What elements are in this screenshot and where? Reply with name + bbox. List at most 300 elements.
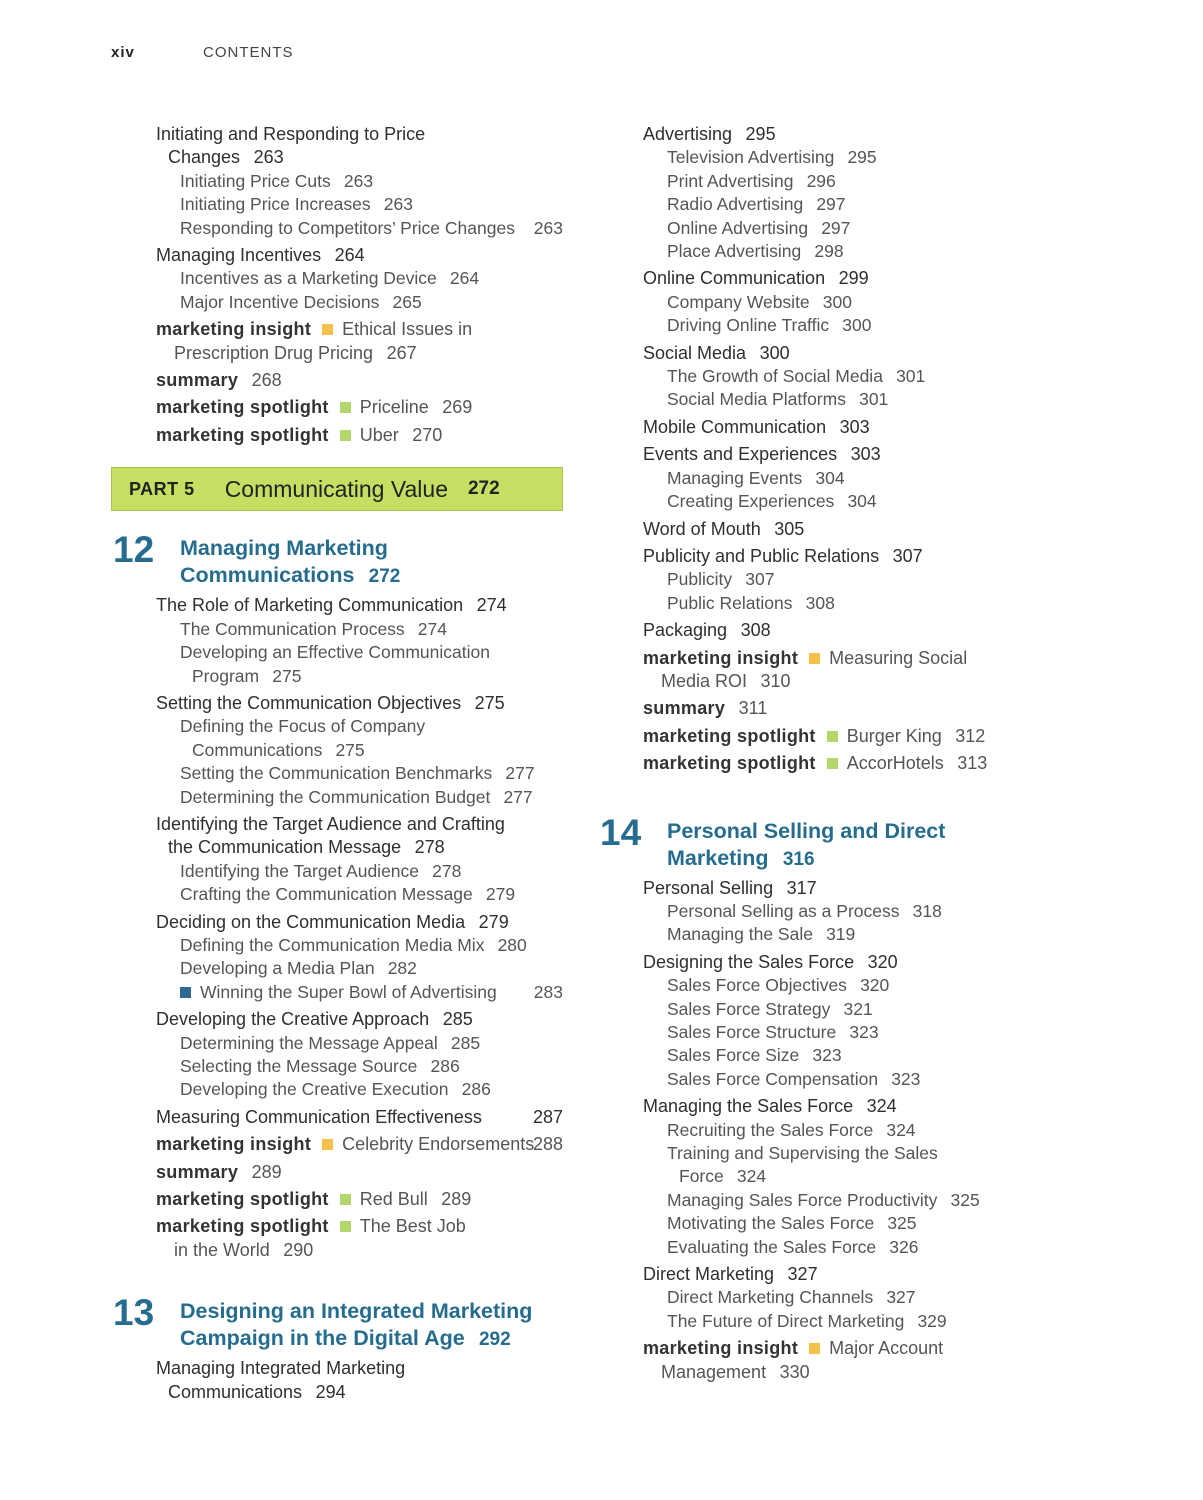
toc-subheading xyxy=(111,1032,563,1055)
entry-title: Managing Sales Force Productivity xyxy=(667,1189,938,1210)
page-number: 304 xyxy=(815,467,845,488)
entry-text xyxy=(156,912,509,932)
entry-title: Deciding on the Communication Media xyxy=(156,911,466,932)
page-number: 269 xyxy=(442,397,473,418)
entry-text xyxy=(829,1338,943,1358)
page-number: 264 xyxy=(449,268,480,289)
entry-text xyxy=(156,1107,482,1127)
entry-title: Measuring Communication Effectiveness xyxy=(156,1106,482,1127)
square-bullet-icon xyxy=(340,1194,351,1205)
entry-text xyxy=(180,171,373,191)
toc-subheading xyxy=(111,217,563,240)
entry-text xyxy=(180,268,479,288)
feature-label: summary xyxy=(156,1161,239,1182)
entry-title: Publicity xyxy=(667,569,733,590)
entry-title: Designing the Sales Force xyxy=(643,951,855,972)
entry-title: Training and Supervising the Sales xyxy=(667,1143,938,1164)
chapter-title-text: Communications xyxy=(180,563,355,588)
feature-label: marketing spotlight xyxy=(156,397,329,418)
entry-text xyxy=(643,268,869,288)
entry-title: The Future of Direct Marketing xyxy=(667,1310,905,1331)
page-number: 277 xyxy=(505,763,535,784)
toc-heading xyxy=(111,836,563,859)
entry-text xyxy=(667,315,871,335)
entry-text xyxy=(667,593,835,613)
page-number: 297 xyxy=(821,217,851,238)
entry-text xyxy=(667,569,775,589)
entry-text xyxy=(342,319,472,339)
entry-continuation xyxy=(643,671,791,691)
toc-subheading xyxy=(111,739,563,762)
entry-title: Winning the Super Bowl of Advertising xyxy=(200,981,497,1002)
page-number: 285 xyxy=(442,1009,473,1030)
feature-label: marketing insight xyxy=(643,1338,799,1359)
entry-text xyxy=(643,878,817,898)
page-number: 305 xyxy=(774,518,805,539)
toc-subheading xyxy=(598,1142,1018,1165)
chapter-title-last xyxy=(667,845,1018,873)
toc-heading xyxy=(111,123,563,146)
entry-text xyxy=(180,958,417,978)
entry-text xyxy=(180,1056,460,1076)
chapter-number: 14 xyxy=(600,811,642,853)
toc-subheading xyxy=(598,365,1018,388)
toc-heading xyxy=(598,342,1018,365)
entry-title: Burger King xyxy=(846,725,942,746)
toc-subheading xyxy=(111,1055,563,1078)
page-number: 308 xyxy=(805,592,835,613)
feature-entry xyxy=(111,1239,563,1262)
toc-subheading xyxy=(111,981,563,1004)
toc-subheading xyxy=(598,568,1018,591)
square-bullet-icon xyxy=(827,758,838,769)
entry-title: Online Advertising xyxy=(667,217,809,238)
page-number: 274 xyxy=(476,595,507,616)
page-folio: xiv xyxy=(111,44,135,61)
toc-subheading xyxy=(598,314,1018,337)
toc-subheading xyxy=(598,146,1018,169)
page-number: 288 xyxy=(532,1134,563,1155)
entry-text xyxy=(180,194,413,214)
page-number: 263 xyxy=(253,147,284,168)
entry-title: Sales Force Compensation xyxy=(667,1068,879,1089)
chapter-page: 292 xyxy=(478,1329,511,1351)
entry-title: Public Relations xyxy=(667,592,793,613)
toc-heading xyxy=(111,1357,563,1380)
toc-subheading xyxy=(598,490,1018,513)
chapter-12-entries xyxy=(111,594,563,1262)
toc-heading xyxy=(598,123,1018,146)
entry-title: Personal Selling as a Process xyxy=(667,900,900,921)
entry-text xyxy=(156,1009,473,1029)
toc-subheading xyxy=(598,1119,1018,1142)
toc-subheading xyxy=(598,923,1018,946)
feature-entry xyxy=(111,1188,563,1211)
page-number: 313 xyxy=(957,753,988,774)
entry-text xyxy=(643,444,881,464)
entry-title: Initiating Price Cuts xyxy=(180,170,331,191)
entry-text xyxy=(238,370,282,390)
entry-title: Creating Experiences xyxy=(667,491,835,512)
entry-text xyxy=(643,519,804,539)
square-bullet-icon xyxy=(340,1221,351,1232)
entry-title: Major Account xyxy=(829,1338,944,1359)
left-pre-entries xyxy=(111,123,563,447)
part-label: PART 5 xyxy=(129,478,195,499)
page-number: 279 xyxy=(485,884,516,905)
entry-text xyxy=(667,975,889,995)
toc-subheading xyxy=(598,1044,1018,1067)
entry-title: Online Communication xyxy=(643,268,826,289)
toc-subheading xyxy=(598,1236,1018,1259)
entry-text xyxy=(667,194,846,214)
entry-title: Initiating Price Increases xyxy=(180,194,371,215)
entry-text xyxy=(180,292,422,312)
toc-subheading xyxy=(598,974,1018,997)
entry-continuation xyxy=(643,1362,810,1382)
entry-text xyxy=(725,698,767,718)
entry-text xyxy=(180,619,447,639)
page-number: 289 xyxy=(251,1161,282,1182)
page-number: 294 xyxy=(315,1381,346,1402)
entry-title: Media ROI xyxy=(661,670,748,691)
page-number: 298 xyxy=(814,241,844,262)
entry-title: The Best Job xyxy=(359,1216,466,1237)
page-number: 330 xyxy=(779,1361,810,1382)
entry-text xyxy=(667,1022,879,1042)
entry-text xyxy=(667,1069,920,1089)
entry-title: Determining the Communication Budget xyxy=(180,786,491,807)
feature-label: marketing spotlight xyxy=(643,725,816,746)
entry-continuation xyxy=(667,1166,766,1186)
entry-text xyxy=(156,595,507,615)
entry-text xyxy=(667,924,855,944)
toc-heading xyxy=(111,244,563,267)
page-number: 321 xyxy=(843,998,873,1019)
toc-subheading xyxy=(598,1286,1018,1309)
page-number: 311 xyxy=(738,698,768,719)
page-number: 263 xyxy=(383,194,413,215)
page-number: 307 xyxy=(745,569,775,590)
entry-title: Management xyxy=(661,1361,767,1382)
entry-continuation xyxy=(180,666,301,686)
feature-label: marketing insight xyxy=(643,647,799,668)
entry-title: Prescription Drug Pricing xyxy=(174,342,374,363)
page-number: 275 xyxy=(272,665,302,686)
toc-subheading xyxy=(598,1189,1018,1212)
toc-subheading xyxy=(598,467,1018,490)
toc-subheading xyxy=(598,1021,1018,1044)
entry-text xyxy=(238,1162,282,1182)
entry-title: Sales Force Structure xyxy=(667,1022,837,1042)
toc-subheading xyxy=(598,170,1018,193)
chapter-page: 272 xyxy=(368,566,401,588)
entry-title: Evaluating the Sales Force xyxy=(667,1236,877,1257)
chapter-title-line: Personal Selling and Direct xyxy=(667,818,946,843)
page-number: 268 xyxy=(251,370,282,391)
toc-heading xyxy=(111,813,563,836)
entry-text xyxy=(200,982,497,1002)
entry-title: Direct Marketing Channels xyxy=(667,1287,874,1308)
entry-text xyxy=(667,901,942,921)
toc-heading xyxy=(111,1381,563,1404)
entry-title: Print Advertising xyxy=(667,170,794,191)
feature-label: summary xyxy=(643,698,726,719)
entry-title: Initiating and Responding to Price xyxy=(156,124,426,144)
toc-heading xyxy=(598,267,1018,290)
entry-text xyxy=(643,343,790,363)
toc-subheading xyxy=(111,883,563,906)
entry-title: Sales Force Objectives xyxy=(667,975,847,996)
toc-heading xyxy=(598,416,1018,439)
page-number: 275 xyxy=(335,739,365,760)
toc-subheading xyxy=(111,665,563,688)
running-head xyxy=(111,44,294,61)
square-bullet-icon xyxy=(340,402,351,413)
page-number: 318 xyxy=(912,900,942,921)
toc-subheading xyxy=(111,267,563,290)
square-bullet-icon xyxy=(809,653,820,664)
toc-subheading xyxy=(598,388,1018,411)
toc-subheading xyxy=(111,762,563,785)
entry-title: Selecting the Message Source xyxy=(180,1056,418,1076)
entry-title: Word of Mouth xyxy=(643,518,761,539)
feature-entry xyxy=(598,647,1018,670)
entry-title: Social Media Platforms xyxy=(667,389,846,410)
feature-label: marketing insight xyxy=(156,1134,312,1155)
chapter-page: 316 xyxy=(782,848,815,870)
entry-text xyxy=(667,491,877,511)
feature-entry xyxy=(111,1161,563,1184)
section-title: CONTENTS xyxy=(203,44,294,61)
chapter-number: 12 xyxy=(113,529,155,571)
entry-text xyxy=(643,417,870,437)
page-number: 324 xyxy=(866,1096,897,1117)
part-title: Communicating Value xyxy=(224,475,448,502)
feature-entry xyxy=(111,424,563,447)
entry-title: AccorHotels xyxy=(846,753,944,774)
page-number: 296 xyxy=(806,170,836,191)
entry-text xyxy=(667,366,925,386)
entry-text xyxy=(643,546,923,566)
right-pre-entries xyxy=(598,123,1018,776)
toc-subheading xyxy=(111,193,563,216)
entry-text xyxy=(180,1079,491,1099)
toc-subheading xyxy=(111,1078,563,1101)
toc-heading xyxy=(111,911,563,934)
feature-label: marketing spotlight xyxy=(156,1189,329,1210)
page-number: 319 xyxy=(826,924,856,945)
page-number: 286 xyxy=(461,1079,491,1100)
feature-entry xyxy=(598,752,1018,775)
entry-text xyxy=(180,1033,480,1053)
entry-title: Setting the Communication Benchmarks xyxy=(180,763,493,784)
chapter-title-line: Designing an Integrated Marketing xyxy=(180,1299,533,1324)
entry-text xyxy=(667,1213,917,1233)
feature-entry xyxy=(111,1215,563,1238)
entry-text xyxy=(156,814,505,834)
feature-label: marketing spotlight xyxy=(643,753,816,774)
toc-heading xyxy=(111,1106,563,1129)
part-page: 272 xyxy=(467,478,500,500)
square-bullet-icon xyxy=(809,1343,820,1354)
page-number: 267 xyxy=(386,342,417,363)
entry-title: Managing Incentives xyxy=(156,245,322,266)
chapter-heading xyxy=(111,1292,563,1353)
entry-title: Measuring Social xyxy=(829,647,968,668)
toc-subheading xyxy=(111,957,563,980)
right-column xyxy=(598,119,1018,1384)
entry-title: Celebrity Endorsements xyxy=(342,1134,535,1155)
page-number: 307 xyxy=(892,545,923,566)
entry-title: Identifying the Target Audience xyxy=(180,860,420,881)
entry-title: The Growth of Social Media xyxy=(667,366,883,387)
entry-title: Defining the Communication Media Mix xyxy=(180,934,485,955)
chapter-13-entries xyxy=(111,1357,563,1404)
entry-title: Developing the Creative Execution xyxy=(180,1079,449,1100)
page-number: 285 xyxy=(450,1032,481,1053)
square-bullet-icon xyxy=(340,430,351,441)
page-number: 329 xyxy=(917,1310,947,1331)
entry-title: Publicity and Public Relations xyxy=(643,545,880,566)
entry-continuation xyxy=(156,837,445,857)
entry-title: Communications xyxy=(192,739,323,760)
entry-title: Responding to Competitors’ Price Changes xyxy=(180,217,515,238)
toc-heading xyxy=(598,877,1018,900)
entry-text xyxy=(667,147,877,167)
page-number: 324 xyxy=(886,1119,916,1140)
square-bullet-icon xyxy=(322,1139,333,1150)
square-bullet-icon xyxy=(322,324,333,335)
entry-text xyxy=(643,952,898,972)
chapter-14-entries xyxy=(598,877,1018,1385)
entry-title: Identifying the Target Audience and Crafting xyxy=(156,813,505,834)
entry-text xyxy=(643,620,771,640)
entry-title: Managing Events xyxy=(667,467,803,488)
toc-heading xyxy=(598,951,1018,974)
entry-text xyxy=(156,245,365,265)
entry-text xyxy=(667,1190,980,1210)
feature-entry xyxy=(111,369,563,392)
page-number: 263 xyxy=(343,170,374,191)
entry-text xyxy=(667,1311,947,1331)
page-number: 325 xyxy=(887,1213,917,1234)
feature-entry xyxy=(598,670,1018,693)
entry-title: Communications xyxy=(168,1381,303,1402)
feature-entry xyxy=(598,1337,1018,1360)
toc-heading xyxy=(111,1008,563,1031)
entry-title: Developing the Creative Approach xyxy=(156,1009,430,1030)
toc-heading xyxy=(598,545,1018,568)
toc-subheading xyxy=(111,715,563,738)
page-number: 317 xyxy=(786,877,817,898)
feature-entry xyxy=(598,697,1018,720)
entry-title: Changes xyxy=(168,147,241,168)
toc-subheading xyxy=(598,217,1018,240)
feature-entry xyxy=(111,342,563,365)
page-number: 264 xyxy=(334,245,365,266)
entry-title: Force xyxy=(679,1166,724,1187)
page-number: 280 xyxy=(497,934,527,955)
chapter-heading xyxy=(598,811,1018,873)
entry-title: Incentives as a Marketing Device xyxy=(180,268,437,289)
page-number: 326 xyxy=(889,1236,919,1257)
entry-title: the Communication Message xyxy=(168,837,402,858)
feature-entry xyxy=(111,396,563,419)
entry-title: Defining the Focus of Company xyxy=(180,716,426,737)
entry-text xyxy=(342,1134,534,1154)
entry-title: Motivating the Sales Force xyxy=(667,1213,875,1234)
page-number: 323 xyxy=(812,1045,842,1066)
page-number: 295 xyxy=(745,124,776,144)
entry-title: Managing the Sale xyxy=(667,924,813,945)
entry-text xyxy=(643,124,776,144)
toc-heading xyxy=(598,443,1018,466)
entry-title: Ethical Issues in xyxy=(342,319,473,340)
toc-heading xyxy=(598,1095,1018,1118)
page-number: 324 xyxy=(736,1166,767,1187)
toc-subheading xyxy=(598,1212,1018,1235)
entry-text xyxy=(667,1237,918,1257)
entry-text xyxy=(667,1143,938,1163)
entry-text xyxy=(156,1358,405,1378)
page-number: 303 xyxy=(839,416,870,437)
entry-continuation xyxy=(156,147,284,167)
toc-heading xyxy=(111,594,563,617)
toc-subheading xyxy=(598,592,1018,615)
page-number: 290 xyxy=(283,1239,314,1260)
toc-heading xyxy=(111,692,563,715)
page-number: 312 xyxy=(955,725,986,746)
toc-subheading xyxy=(598,291,1018,314)
entry-text xyxy=(667,1120,916,1140)
page-number: 289 xyxy=(441,1189,472,1210)
page-number: 323 xyxy=(849,1022,879,1042)
page-number: 263 xyxy=(533,217,563,238)
entry-title: Managing the Sales Force xyxy=(643,1096,854,1117)
entry-continuation xyxy=(156,1382,346,1402)
square-bullet-icon xyxy=(180,987,191,998)
toc-heading xyxy=(598,518,1018,541)
entry-title: Red Bull xyxy=(359,1189,428,1210)
entry-text xyxy=(667,292,852,312)
entry-text xyxy=(667,468,845,488)
page-number: 299 xyxy=(838,268,869,289)
page-number: 265 xyxy=(392,291,422,312)
page-number: 310 xyxy=(760,670,791,691)
entry-title: The Communication Process xyxy=(180,618,405,639)
toc-subheading xyxy=(598,1068,1018,1091)
feature-label: summary xyxy=(156,370,239,391)
page-number: 323 xyxy=(891,1068,921,1089)
entry-continuation xyxy=(156,343,417,363)
toc-subheading xyxy=(111,170,563,193)
entry-title: Uber xyxy=(359,424,399,445)
entry-title: The Role of Marketing Communication xyxy=(156,595,464,616)
entry-title: Major Incentive Decisions xyxy=(180,291,380,312)
page-number: 300 xyxy=(822,291,852,312)
entry-text xyxy=(360,397,473,417)
entry-text xyxy=(180,884,515,904)
entry-text xyxy=(667,218,850,238)
entry-title: Sales Force Strategy xyxy=(667,998,831,1019)
page-number: 295 xyxy=(847,147,877,168)
entry-title: Driving Online Traffic xyxy=(667,315,830,336)
page-number: 278 xyxy=(432,860,462,881)
feature-label: marketing spotlight xyxy=(156,424,329,445)
chapter-title-line: Managing Marketing xyxy=(180,536,388,561)
toc-subheading xyxy=(111,618,563,641)
